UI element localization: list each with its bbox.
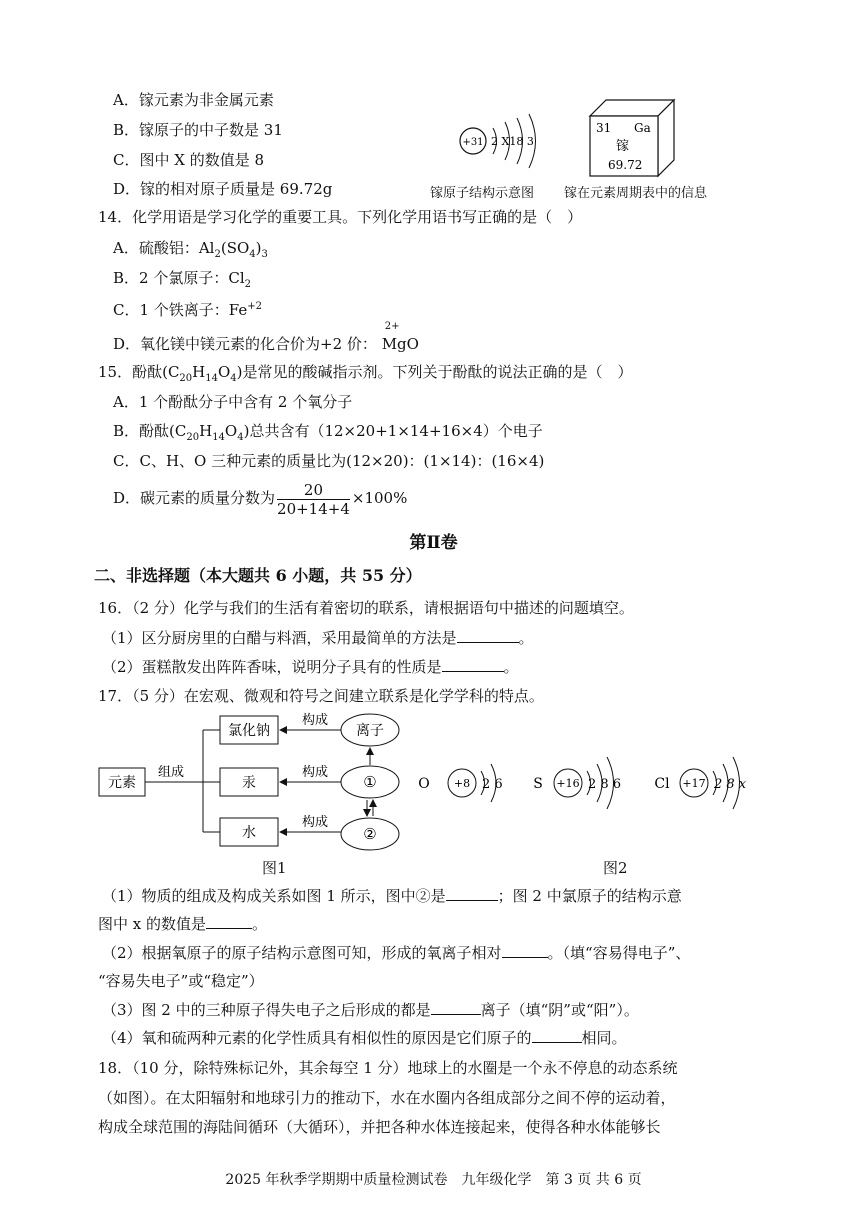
answer-blank[interactable] bbox=[206, 914, 252, 929]
svg-text:①: ① bbox=[363, 773, 377, 791]
q15-option-a: A．1 个酚酞分子中含有 2 个氧分子 bbox=[113, 393, 353, 411]
answer-blank[interactable] bbox=[442, 657, 504, 672]
svg-text:离子: 离子 bbox=[356, 723, 384, 739]
svg-text:S: S bbox=[533, 776, 543, 792]
page-footer: 2025 年秋季学期期中质量检测试卷 九年级化学 第 3 页 共 6 页 bbox=[225, 1172, 642, 1188]
svg-text:+16: +16 bbox=[556, 777, 580, 790]
gallium-periodic-cell bbox=[588, 96, 678, 181]
svg-text:构成: 构成 bbox=[301, 713, 329, 728]
q14-stem: 14．化学用语是学习化学的重要工具。下列化学用语书写正确的是（ ） bbox=[98, 208, 583, 226]
q13-option-a: A．镓元素为非金属元素 bbox=[113, 91, 274, 109]
q16-stem: 16．（2 分）化学与我们的生活有着密切的联系，请根据语句中描述的问题填空。 bbox=[98, 599, 634, 617]
answer-blank[interactable] bbox=[431, 1000, 481, 1015]
answer-blank[interactable] bbox=[532, 1028, 582, 1043]
figure2-caption: 图2 bbox=[603, 859, 628, 877]
q13-option-d: D．镓的相对原子质量是 69.72g bbox=[113, 180, 333, 198]
answer-blank[interactable] bbox=[457, 628, 519, 643]
sulfur-atom bbox=[533, 757, 621, 809]
q18-line3: 构成全球范围的海陆间循环（大循环），并把各种水体连接起来，使得各种水体能够长 bbox=[98, 1118, 661, 1136]
q15-option-c: C．C、H、O 三种元素的质量比为(12×20)：(1×14)：(16×4) bbox=[113, 452, 545, 470]
nucleus-charge: +31 bbox=[462, 137, 484, 148]
svg-text:组成: 组成 bbox=[157, 765, 185, 780]
svg-text:汞: 汞 bbox=[242, 775, 256, 791]
svg-text:②: ② bbox=[363, 825, 377, 843]
svg-text:+8: +8 bbox=[453, 777, 471, 790]
element-symbol: Ga bbox=[634, 121, 651, 135]
svg-text:2 6: 2 6 bbox=[482, 777, 503, 792]
electron-shells: 2 X18 3 bbox=[491, 135, 534, 148]
chlorine-atom bbox=[654, 757, 746, 809]
mass-fraction: $\frac{20}{20+14+4}$ bbox=[277, 480, 350, 518]
part2-heading: 二、非选择题（本大题共 6 小题，共 55 分） bbox=[94, 566, 422, 585]
q18-line2: （如图）。在太阳辐射和地球引力的推动下，水在水圈内各组成部分之间不停的运动着， bbox=[98, 1089, 676, 1107]
q17-part1: （1）物质的组成及构成关系如图 1 所示，图中②是 ；图 2 中氯原子的结构示意 bbox=[102, 887, 682, 905]
q17-part1-cont: 图中 x 的数值是 。 bbox=[98, 915, 268, 933]
q14-option-d: D．氧化镁中镁元素的化合价为+2 价： 2+ MgO bbox=[113, 321, 419, 353]
q15-option-d: D．碳元素的质量分数为 $\frac{20}{20+14+4}$ ×100% bbox=[113, 480, 408, 518]
q14-option-c: C．1 个铁离子：$Fe^{+2}$ bbox=[113, 301, 263, 319]
svg-text:氯化钠: 氯化钠 bbox=[228, 723, 270, 739]
q15-option-b: B．酚酞$(C_{20}H_{14}O_4)$总共含有（12×20+1×14+16×4）个电子 bbox=[113, 422, 543, 443]
q15-stem: 15．酚酞$(C_{20}H_{14}O_4)$是常见的酸碱指示剂。下列关于酚酞的说法正确的是（ ） bbox=[98, 363, 633, 384]
svg-text:构成: 构成 bbox=[301, 815, 329, 830]
q18-line1: 18．（10 分，除特殊标记外，其余每空 1 分）地球上的水圈是一个永不停息的动态系统 bbox=[98, 1059, 678, 1077]
svg-text:水: 水 bbox=[242, 825, 256, 841]
periodic-cell-caption: 镓在元素周期表中的信息 bbox=[564, 186, 708, 201]
section-title: 第Ⅱ卷 bbox=[409, 533, 458, 553]
figure2-diagram bbox=[410, 744, 760, 824]
oxygen-atom bbox=[418, 764, 502, 802]
answer-blank[interactable] bbox=[502, 943, 548, 958]
atomic-number: 31 bbox=[596, 121, 612, 135]
q16-part2: （2）蛋糕散发出阵阵香味，说明分子具有的性质是 。 bbox=[102, 658, 519, 676]
valence-mark: 2+ bbox=[384, 321, 400, 332]
q17-stem: 17．（5 分）在宏观、微观和符号之间建立联系是化学学科的特点。 bbox=[98, 687, 544, 705]
q13-option-b: B．镓原子的中子数是 31 bbox=[113, 121, 283, 139]
atomic-mass: 69.72 bbox=[608, 158, 643, 172]
atom-diagram-caption: 镓原子结构示意图 bbox=[430, 186, 535, 201]
q14-option-b: B．2 个氯原子：$Cl_2$ bbox=[113, 269, 251, 290]
svg-text:O: O bbox=[418, 776, 430, 792]
gallium-atom-diagram bbox=[455, 110, 565, 172]
answer-blank[interactable] bbox=[446, 886, 498, 901]
svg-text:构成: 构成 bbox=[301, 765, 329, 780]
svg-text:2 8 x: 2 8 x bbox=[714, 777, 747, 792]
q17-part2: （2）根据氧原子的原子结构示意图可知，形成的氧离子相对 。（填“容易得电子”、 bbox=[102, 944, 691, 962]
q17-part2-cont: “容易失电子”或“稳定”） bbox=[98, 972, 264, 990]
element-name: 镓 bbox=[616, 139, 630, 154]
q14-option-a: A．硫酸铝：$Al_2(SO_4)_3$ bbox=[113, 239, 268, 260]
q17-part4: （4）氧和硫两种元素的化学性质具有相似性的原因是它们原子的 相同。 bbox=[102, 1029, 627, 1047]
q13-option-c: C．图中 X 的数值是 8 bbox=[113, 151, 265, 169]
svg-text:+17: +17 bbox=[682, 777, 706, 790]
svg-text:元素: 元素 bbox=[108, 775, 136, 791]
figure1-diagram bbox=[95, 712, 445, 872]
svg-text:Cl: Cl bbox=[654, 776, 670, 792]
svg-text:2 8 6: 2 8 6 bbox=[588, 777, 622, 792]
q16-part1: （1）区分厨房里的白醋与料酒，采用最简单的方法是 。 bbox=[102, 629, 534, 647]
q17-part3: （3）图 2 中的三种原子得失电子之后形成的都是 离子（填“阴”或“阳”）。 bbox=[102, 1001, 639, 1019]
figure1-caption: 图1 bbox=[262, 859, 287, 877]
